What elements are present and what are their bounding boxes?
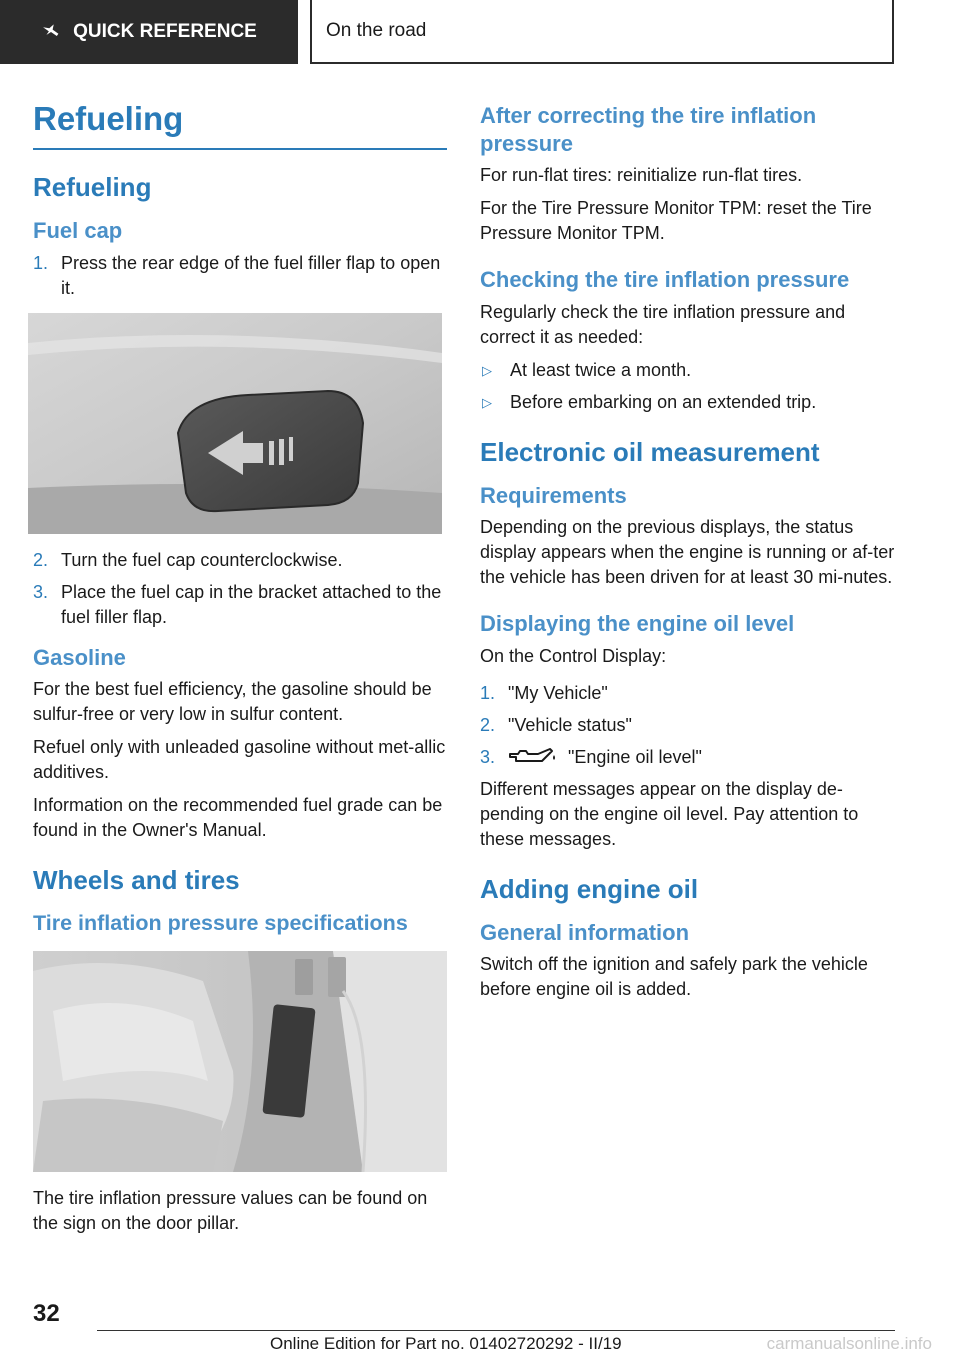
list-item xyxy=(33,251,447,301)
gasoline-paragraph-3: Information on the recommended fuel grade can be found in the Owner's Manual. xyxy=(33,795,443,841)
list-item xyxy=(480,745,898,770)
fuel-cap-heading: Fuel cap xyxy=(33,218,123,244)
page-title: Refueling xyxy=(33,100,447,150)
triangle-bullet-icon: ▷ xyxy=(482,362,492,378)
gasoline-heading: Gasoline xyxy=(33,644,126,670)
step-text: Press the rear edge of the fuel filler flap to open it. xyxy=(61,252,441,298)
list-item xyxy=(480,681,898,706)
messages-paragraph: Different messages appear on the display de-pending on the engine oil level. Pay attention to these messages. xyxy=(480,778,859,849)
triangle-bullet-icon: ▷ xyxy=(482,394,492,410)
step-text: Place the fuel cap in the bracket attached to the fuel filler flap. xyxy=(61,581,442,627)
oil-can-icon xyxy=(508,745,560,767)
step-text: Turn the fuel cap counterclockwise. xyxy=(61,549,343,570)
bullet-text: At least twice a month. xyxy=(510,359,692,380)
page-number: 32 xyxy=(33,1300,60,1327)
quick-reference-icon xyxy=(41,22,61,42)
step-number: 2. xyxy=(33,549,49,570)
door-pillar-image xyxy=(33,951,447,1172)
fuel-flap-image xyxy=(28,313,442,534)
header-tab-label: QUICK REFERENCE xyxy=(73,21,257,42)
bullet-text: Before embarking on an extended trip. xyxy=(510,391,817,412)
list-item xyxy=(480,358,898,383)
list-item xyxy=(480,390,898,415)
watermark: carmanualsonline.info xyxy=(766,1334,932,1353)
left-column xyxy=(33,100,447,1244)
general-info-heading: General information xyxy=(480,919,690,945)
right-column xyxy=(480,102,898,1010)
step-number: 3. xyxy=(33,581,49,602)
gasoline-paragraph-2: Refuel only with unleaded gasoline without met-allic additives. xyxy=(33,737,446,783)
tire-spec-paragraph: The tire inflation pressure values can be found on the sign on the door pillar. xyxy=(33,1188,428,1234)
after-paragraph-2: For the Tire Pressure Monitor TPM: reset the Tire Pressure Monitor TPM. xyxy=(480,198,872,243)
footer-divider xyxy=(97,1330,895,1331)
section-title: On the road xyxy=(326,20,427,41)
edition-label: Online Edition for Part no. 01402720292 - II/19 xyxy=(270,1334,622,1353)
general-paragraph: Switch off the ignition and safely park the vehicle before engine oil is added. xyxy=(480,954,868,1000)
after-paragraph-1: For run-flat tires: reinitialize run-flat tires. xyxy=(480,165,803,185)
list-item xyxy=(480,713,898,738)
requirements-heading: Requirements xyxy=(480,482,627,508)
requirements-paragraph: Depending on the previous displays, the status display appears when the engine is running or af-ter the vehicle has been driven for at least 30 mi-nutes. xyxy=(480,517,895,588)
refueling-heading: Refueling xyxy=(33,171,152,202)
tire-spec-heading: Tire inflation pressure specifications xyxy=(33,911,408,936)
oil-measurement-heading: Electronic oil measurement xyxy=(480,436,820,467)
checking-paragraph: Regularly check the tire inflation pressure and correct it as needed: xyxy=(480,301,846,347)
gasoline-paragraph-1: For the best fuel efficiency, the gasoline should be sulfur-free or very low in sulfur content. xyxy=(33,679,432,725)
step-text: "Vehicle status" xyxy=(508,714,632,735)
displaying-heading: Displaying the engine oil level xyxy=(480,611,795,637)
list-item xyxy=(33,548,447,573)
wheels-heading: Wheels and tires xyxy=(33,865,240,896)
after-correcting-heading: After correcting the tire inflation pressure xyxy=(480,103,817,156)
checking-heading: Checking the tire inflation pressure xyxy=(480,267,850,292)
list-item xyxy=(33,580,447,630)
header-tab xyxy=(0,0,298,64)
header-section-title xyxy=(310,0,894,64)
step-number: 2. xyxy=(480,714,496,735)
adding-oil-heading: Adding engine oil xyxy=(480,873,699,904)
step-text: "My Vehicle" xyxy=(508,682,608,703)
step-text: "Engine oil level" xyxy=(568,746,702,767)
step-number: 1. xyxy=(33,252,49,273)
step-number: 1. xyxy=(480,682,496,703)
step-number: 3. xyxy=(480,746,496,767)
displaying-paragraph: On the Control Display: xyxy=(480,645,667,666)
